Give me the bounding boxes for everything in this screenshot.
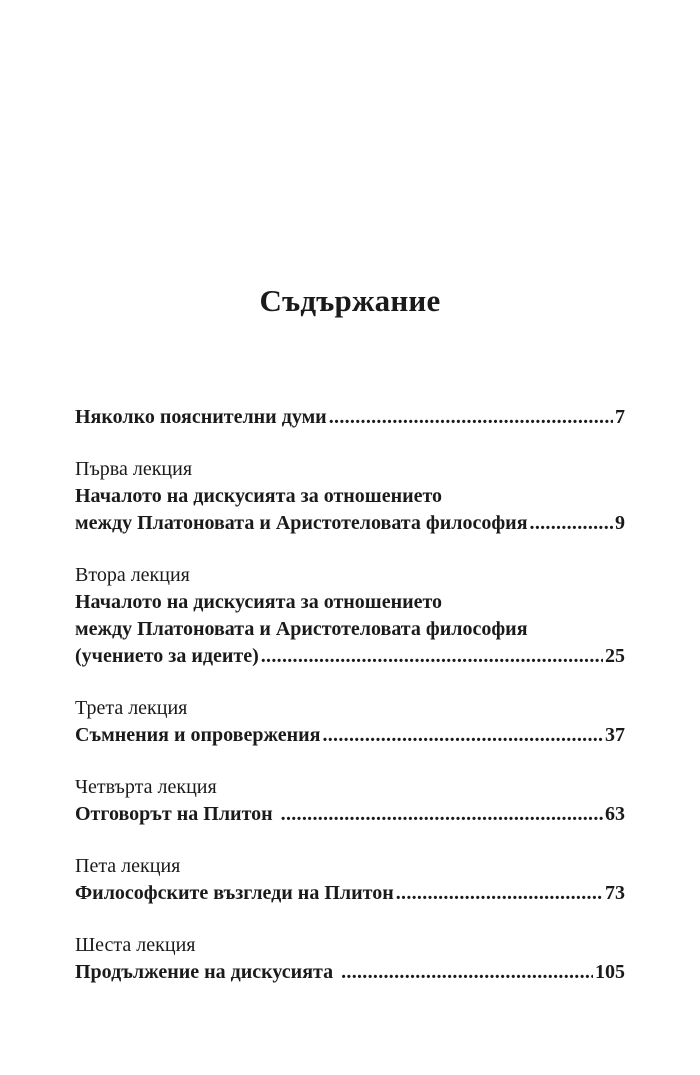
entry-title: Отговорът на Плитон [75,803,273,825]
dot-leader [530,510,613,537]
page-number: 105 [595,961,625,983]
entry-title: между Платоновата и Аристотеловата философия [75,512,528,534]
page-number: 9 [615,512,625,534]
toc-line [75,510,625,537]
page-number: 7 [615,406,625,428]
table-of-contents [75,404,625,986]
toc-line [75,404,625,431]
toc-entry [75,695,625,749]
entry-title: Началото на дискусията за отношението [75,485,443,507]
page-number: 37 [605,724,625,746]
toc-line [75,959,625,986]
toc-line [75,643,625,670]
dot-leader [396,880,603,907]
page-number: 73 [605,882,625,904]
toc-entry [75,932,625,986]
entry-title: Продължение на дискусията [75,961,334,983]
entry-title: Няколко пояснителни думи [75,406,327,428]
toc-entry [75,404,625,431]
entry-title: Съмнения и опровержения [75,724,321,746]
toc-entry [75,774,625,828]
toc-line [75,801,625,828]
toc-entry [75,562,625,670]
entry-title: (учението за идеите) [75,645,259,667]
dot-leader [341,959,593,986]
toc-entry [75,853,625,907]
page-title: Съдържание [259,283,441,318]
dot-leader [329,404,613,431]
page-number: 63 [605,803,625,825]
toc-line [75,722,625,749]
entry-title: между Платоновата и Аристотеловата философия [75,618,528,640]
lecture-label: Първа лекция [75,458,193,480]
lecture-label: Четвърта лекция [75,776,217,798]
toc-line [75,880,625,907]
entry-title: Философските възгледи на Плитон [75,882,394,904]
page-number: 25 [605,645,625,667]
toc-entry [75,456,625,537]
lecture-label: Втора лекция [75,564,190,586]
lecture-label: Трета лекция [75,697,188,719]
dot-leader [261,643,603,670]
dot-leader [322,722,603,749]
lecture-label: Шеста лекция [75,934,196,956]
dot-leader [281,801,603,828]
lecture-label: Пета лекция [75,855,181,877]
entry-title: Началото на дискусията за отношението [75,591,443,613]
